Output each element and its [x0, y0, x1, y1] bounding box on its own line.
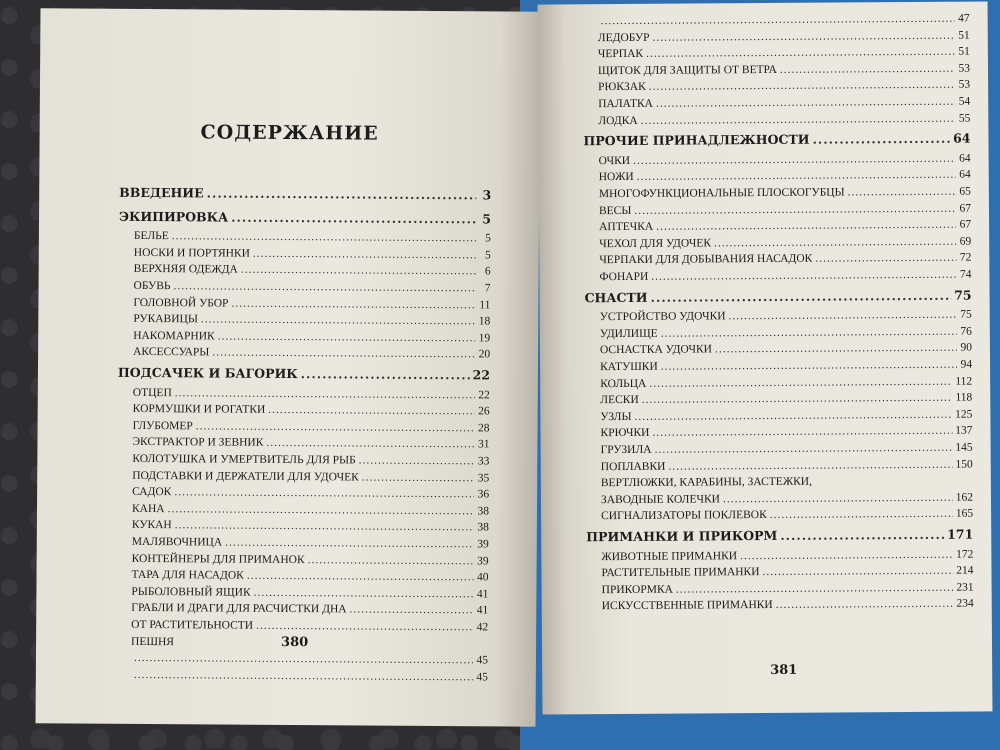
- toc-leader-dots: [231, 210, 476, 226]
- toc-entry-page: 5: [485, 232, 491, 245]
- toc-entry: [132, 435, 489, 451]
- toc-entry-label: ГРАБЛИ И ДРАГИ ДЛЯ РАСЧИСТКИ ДНА: [131, 602, 347, 616]
- toc-entry-page: 214: [956, 564, 974, 577]
- toc-entry-page: 5: [484, 249, 491, 262]
- toc-leader-dots: [225, 536, 474, 552]
- toc-entry-page: 28: [478, 422, 490, 435]
- toc-entry-label: ПОДСТАВКИ И ДЕРЖАТЕЛИ ДЛЯ УДОЧЕК: [132, 469, 359, 484]
- toc-entry-page: 162: [955, 491, 974, 504]
- toc-leader-dots: [815, 251, 956, 266]
- toc-entry: [599, 218, 971, 235]
- toc-entry-label: РЮКЗАК: [598, 81, 646, 94]
- toc-entry: [133, 296, 490, 312]
- toc-entry: [598, 28, 970, 45]
- toc-entry-label: СНАСТИ: [584, 289, 648, 305]
- toc-leader-dots: [362, 470, 475, 485]
- toc-entry-label: ВЕРТЛЮЖКИ, КАРАБИНЫ, ЗАСТЕЖКИ,: [600, 475, 813, 490]
- toc-entry-page: 90: [960, 341, 972, 355]
- toc-entry-page: 118: [955, 391, 973, 404]
- toc-entry-label: ОЧКИ: [598, 154, 631, 167]
- toc-entry: [599, 251, 971, 268]
- toc-entry-page: 5: [482, 210, 492, 227]
- toc-leader-dots: [173, 279, 475, 295]
- toc-entry-label: СИГНАЛИЗАТОРЫ ПОКЛЕВОК: [601, 509, 767, 523]
- toc-entry-page: 35: [477, 471, 490, 485]
- toc-entry-page: 6: [484, 265, 491, 278]
- toc-leader-dots: [247, 569, 474, 585]
- toc-entry-label: ЭКСТРАКТОР И ЗЕВНИК: [132, 436, 264, 450]
- toc-leader-dots: [651, 268, 956, 284]
- toc-entry: [132, 518, 489, 534]
- toc-entry-label: КОЛЬЦА: [600, 377, 647, 390]
- toc-entry-label: РУКАВИЦЫ: [133, 313, 198, 326]
- toc-entry-page: 40: [476, 571, 489, 584]
- toc-leader-dots: [715, 341, 957, 357]
- toc-entry: [131, 651, 488, 667]
- toc-entry-page: 47: [958, 12, 970, 25]
- toc-leader-dots: [762, 564, 953, 579]
- toc-entry-label: УЗЛЫ: [600, 410, 632, 423]
- toc-entry: [131, 585, 488, 601]
- toc-entry-page: 74: [959, 268, 972, 281]
- toc-entry-label: ПРОЧИЕ ПРИНАДЛЕЖНОСТИ: [583, 131, 810, 149]
- toc-entry: [601, 441, 973, 458]
- toc-entry: [133, 402, 490, 418]
- toc-entry: [600, 391, 972, 408]
- toc-entry-page: 26: [478, 405, 490, 418]
- toc-leader-dots: [646, 45, 955, 61]
- toc-entry-label: ЗАВОДНЫЕ КОЛЕЧКИ: [600, 493, 720, 506]
- toc-entry: [598, 111, 970, 128]
- toc-entry-label: ЛЕДОБУР: [597, 31, 650, 44]
- toc-entry: [132, 469, 489, 485]
- toc-entry-page: 76: [960, 325, 972, 338]
- toc-leader-dots: [175, 519, 474, 535]
- toc-entry-page: 94: [960, 358, 973, 371]
- toc-leader-dots: [776, 597, 954, 612]
- toc-entry-page: 64: [959, 168, 971, 182]
- toc-entry-label: ЖИВОТНЫЕ ПРИМАНКИ: [601, 549, 738, 563]
- toc-entry-page: 75: [960, 308, 972, 321]
- toc-leader-dots: [728, 308, 956, 324]
- toc-entry-page: 33: [477, 455, 490, 468]
- toc-entry-page: 150: [955, 458, 973, 471]
- toc-entry-page: 53: [958, 62, 971, 75]
- toc-entry: [132, 485, 489, 501]
- toc-entry: [132, 535, 489, 551]
- toc-leader-dots: [770, 507, 953, 522]
- toc-leader-dots: [714, 234, 956, 250]
- toc-entry-label: ЧЕРПАКИ ДЛЯ ДОБЫВАНИЯ НАСАДОК: [599, 253, 813, 267]
- toc-entry: [598, 78, 970, 95]
- toc-entry: [133, 419, 490, 435]
- toc-leader-dots: [201, 313, 476, 329]
- toc-entry: [601, 474, 973, 491]
- toc-entry-label: ЛЕСКИ: [600, 394, 639, 407]
- toc-entry-label: ВВЕДЕНИЕ: [119, 184, 204, 201]
- toc-entry-page: 41: [476, 604, 489, 617]
- toc-entry: [131, 635, 488, 651]
- toc-entry-label: КОЛОТУШКА И УМЕРТВИТЕЛЬ ДЛЯ РЫБ: [132, 452, 356, 467]
- left-page: [36, 8, 541, 726]
- toc-entry-page: 51: [958, 45, 970, 58]
- toc-entry-page: 125: [955, 408, 973, 421]
- toc-entry-page: 64: [953, 130, 971, 146]
- toc-entry-label: ВЕРХНЯЯ ОДЕЖДА: [133, 263, 238, 277]
- toc-entry: [602, 597, 974, 614]
- toc-entry: [133, 386, 490, 402]
- right-page: [538, 1, 993, 714]
- toc-entry-label: ФОНАРИ: [599, 270, 649, 284]
- toc-entry: [600, 358, 972, 375]
- toc-leader-dots: [268, 403, 474, 418]
- toc-entry: [601, 490, 973, 507]
- toc-entry-page: 145: [955, 441, 973, 454]
- toc-entry: [599, 234, 971, 251]
- toc-entry-label: ГОЛОВНОЙ УБОР: [133, 296, 229, 310]
- toc-leader-dots: [780, 528, 944, 543]
- toc-leader-dots: [231, 296, 475, 312]
- toc-leader-dots: [656, 95, 955, 111]
- toc-entry: [602, 580, 974, 597]
- toc-leader-dots: [266, 436, 474, 451]
- page-number-left: 380: [281, 634, 309, 651]
- toc-leader-dots: [649, 374, 952, 390]
- toc-leader-dots: [172, 229, 476, 245]
- toc-entry-page: 65: [959, 185, 971, 198]
- toc-leader-dots: [212, 346, 475, 362]
- toc-entry-label: УСТРОЙСТВО УДОЧКИ: [599, 310, 726, 324]
- toc-entry: [599, 151, 971, 168]
- toc-entry: [583, 132, 970, 149]
- toc-entry: [598, 45, 970, 62]
- toc-leader-dots: [668, 457, 952, 473]
- toc-entry-page: 36: [477, 488, 490, 501]
- toc-entry-label: ГЛУБОМЕР: [132, 419, 193, 433]
- toc-leader-dots: [740, 547, 953, 562]
- toc-leader-dots: [301, 367, 470, 382]
- toc-entry-page: 67: [959, 218, 972, 231]
- toc-entry-label: НАКОМАРНИК: [133, 329, 215, 343]
- toc-leader-dots: [174, 485, 474, 501]
- toc-entry-page: 69: [959, 235, 972, 248]
- toc-entry-label: ОТЦЕП: [132, 386, 172, 399]
- toc-entry-label: ПОПЛАВКИ: [600, 460, 666, 473]
- toc-entry-label: НОСКИ И ПОРТЯНКИ: [133, 246, 250, 260]
- toc-leader-dots: [253, 247, 476, 263]
- toc-entry: [133, 312, 490, 328]
- toc-entry: [598, 61, 970, 78]
- toc-leader-dots: [634, 201, 956, 217]
- toc-leader-dots: [134, 651, 473, 667]
- toc-entry-label: ПОДСАЧЕК И БАГОРИК: [117, 364, 298, 382]
- toc-entry: [119, 209, 491, 226]
- toc-entry: [601, 507, 973, 524]
- toc-leader-dots: [655, 441, 953, 457]
- toc-entry: [134, 229, 491, 245]
- toc-entry: [132, 452, 489, 468]
- toc-leader-dots: [723, 490, 953, 506]
- toc-entry: [131, 601, 488, 617]
- toc-leader-dots: [218, 329, 476, 345]
- toc-entry-page: 55: [958, 112, 971, 125]
- toc-entry-label: МАЛЯВОЧНИЦА: [131, 535, 223, 549]
- toc-entry: [600, 324, 972, 341]
- toc-entry-page: 22: [478, 388, 490, 402]
- toc-leader-dots: [175, 386, 475, 402]
- toc-entry: [600, 374, 972, 391]
- toc-entry: [134, 262, 491, 278]
- toc-entry-label: КРЮЧКИ: [600, 427, 650, 440]
- toc-entry-label: КАНА: [131, 502, 165, 515]
- toc-entry-label: НОЖИ: [598, 171, 634, 184]
- toc-entry-page: 54: [958, 95, 971, 108]
- toc-entry-page: 234: [956, 597, 974, 611]
- toc-leader-dots: [241, 263, 476, 279]
- toc-entry-label: ЭКИПИРОВКА: [119, 208, 229, 225]
- toc-entry-label: РЫБОЛОВНЫЙ ЯЩИК: [131, 585, 251, 599]
- toc-leader-dots: [780, 61, 955, 76]
- toc-entry: [586, 528, 973, 545]
- toc-leader-dots: [601, 12, 955, 28]
- toc-leader-dots: [350, 603, 474, 618]
- toc-entry-label: ПРИМАНКИ И ПРИКОРМ: [586, 527, 778, 545]
- toc-leader-dots: [656, 218, 956, 234]
- toc-entry-page: 11: [479, 298, 491, 312]
- toc-entry-page: 38: [477, 521, 489, 534]
- toc-entry-page: 39: [477, 554, 489, 567]
- toc-entry-label: КУКАН: [131, 519, 172, 532]
- toc-entry-label: АПТЕЧКА: [599, 220, 654, 234]
- toc-entry: [585, 288, 972, 305]
- toc-entry-page: 137: [955, 424, 973, 438]
- toc-leader-dots: [359, 453, 475, 468]
- toc-entry-label: АКСЕССУАРЫ: [133, 346, 210, 359]
- toc-leader-dots: [168, 502, 474, 518]
- toc-leader-dots: [637, 168, 956, 184]
- toc-entry: [601, 564, 973, 581]
- toc-entry-label: ИСКУССТВЕННЫЕ ПРИМАНКИ: [601, 599, 773, 613]
- toc-entry-label: БЕЛЬЕ: [133, 230, 169, 243]
- toc-entry: [598, 95, 970, 112]
- toc-entry-label: МНОГОФУНКЦИОНАЛЬНЫЕ ПЛОСКОГУБЦЫ: [598, 186, 845, 201]
- toc-leader-dots: [134, 668, 473, 684]
- toc-entry: [601, 457, 973, 474]
- toc-entry-page: 19: [478, 332, 491, 345]
- toc-leader-dots: [634, 407, 952, 423]
- toc-entry-label: ЧЕХОЛ ДЛЯ УДОЧЕК: [599, 237, 712, 250]
- toc-entry: [600, 407, 972, 424]
- toc-leader-dots: [848, 185, 956, 200]
- toc-entry-label: САДОК: [132, 486, 172, 499]
- toc-entry-label: ОТ РАСТИТЕЛЬНОСТИ: [131, 618, 254, 632]
- toc-entry: [134, 279, 491, 295]
- toc-entry: [131, 668, 488, 684]
- toc-entry: [598, 12, 970, 29]
- toc-entry-page: 45: [476, 671, 488, 684]
- toc-entry-label: КАТУШКИ: [600, 360, 658, 374]
- toc-leader-dots: [642, 391, 953, 407]
- toc-leader-dots: [649, 78, 955, 94]
- toc-entry-label: КОРМУШКИ И РОГАТКИ: [132, 403, 266, 417]
- toc-leader-dots: [661, 358, 957, 374]
- toc-entry-label: ЧЕРПАК: [597, 48, 644, 61]
- toc-entry-label: ПРИКОРМКА: [601, 583, 673, 596]
- toc-entry-page: 231: [956, 581, 974, 594]
- toc-entry: [132, 502, 489, 518]
- toc-entry: [599, 185, 971, 202]
- toc-entry-page: 38: [477, 505, 490, 518]
- toc-entry-page: 51: [958, 29, 970, 42]
- toc-leader-dots: [652, 424, 952, 440]
- toc-entry-label: ВЕСЫ: [598, 204, 632, 217]
- toc-entry: [132, 552, 489, 568]
- toc-leader-dots: [661, 324, 957, 340]
- toc-entry-label: ГРУЗИЛА: [600, 443, 652, 457]
- toc-entry: [133, 345, 490, 361]
- toc-entry-label: ОБУВЬ: [133, 279, 171, 293]
- toc-entry: [599, 268, 971, 285]
- toc-entry-page: 165: [955, 507, 974, 521]
- toc-entry-page: 53: [958, 78, 971, 92]
- toc-entry: [600, 341, 972, 358]
- toc-leader-dots: [308, 553, 474, 568]
- toc-entry-page: 3: [482, 187, 492, 203]
- toc-entry-page: 45: [476, 654, 489, 667]
- toc-leader-dots: [652, 28, 954, 44]
- toc-leader-dots: [207, 186, 477, 202]
- toc-entry: [599, 201, 971, 218]
- toc-entry-label: ТАРА ДЛЯ НАСАДОК: [131, 569, 244, 582]
- toc-entry-page: 72: [959, 251, 972, 265]
- toc-entry-label: ПАЛАТКА: [598, 97, 653, 111]
- page-title: СОДЕРЖАНИЕ: [200, 121, 379, 145]
- toc-entry: [131, 618, 488, 634]
- toc-entry-page: 20: [478, 348, 491, 361]
- toc-entry-label: ОСНАСТКА УДОЧКИ: [599, 343, 712, 357]
- toc-entry-label: УДИЛИЩЕ: [599, 327, 658, 340]
- toc-entry-page: 7: [484, 282, 491, 295]
- toc-leader-dots: [641, 111, 956, 127]
- toc-entry: [134, 246, 491, 262]
- toc-entry-page: 22: [472, 367, 491, 383]
- toc-leader-dots: [254, 586, 474, 602]
- page-number-right: 381: [770, 662, 798, 678]
- toc-entry-page: 112: [955, 375, 973, 388]
- toc-entry-label: ЩИТОК ДЛЯ ЗАЩИТЫ ОТ ВЕТРА: [597, 63, 777, 77]
- toc-leader-dots: [196, 419, 475, 435]
- toc-entry: [131, 568, 488, 584]
- toc-leader-dots: [633, 151, 956, 167]
- toc-entry: [599, 168, 971, 185]
- toc-entry-page: 41: [476, 588, 489, 601]
- toc-entry: [601, 547, 973, 564]
- toc-entry-page: 42: [476, 621, 489, 634]
- toc-entry: [600, 424, 972, 441]
- toc-leader-dots: [812, 132, 950, 147]
- toc-leader-dots: [256, 619, 473, 635]
- toc-entry-page: 64: [959, 152, 971, 165]
- toc-entry-page: 75: [954, 287, 972, 303]
- toc-leader-dots: [676, 580, 954, 596]
- toc-entry-label: ЛОДКА: [598, 114, 638, 127]
- toc-entry-page: 31: [477, 438, 490, 451]
- toc-entry: [119, 186, 491, 203]
- toc-entry-page: 67: [959, 202, 972, 215]
- toc-entry-page: 171: [947, 526, 974, 542]
- toc-entry-page: 172: [956, 548, 974, 561]
- toc-entry-label: ПЕШНЯ: [131, 635, 175, 648]
- toc-entry-label: КОНТЕЙНЕРЫ ДЛЯ ПРИМАНОК: [131, 552, 305, 566]
- toc-entry-label: РАСТИТЕЛЬНЫЕ ПРИМАНКИ: [601, 566, 760, 580]
- toc-leader-dots: [651, 288, 952, 304]
- toc-entry: [600, 308, 972, 325]
- toc-entry-page: 39: [477, 538, 489, 551]
- toc-entry: [118, 366, 490, 383]
- toc-entry: [133, 329, 490, 345]
- toc-entry-page: 18: [478, 315, 491, 328]
